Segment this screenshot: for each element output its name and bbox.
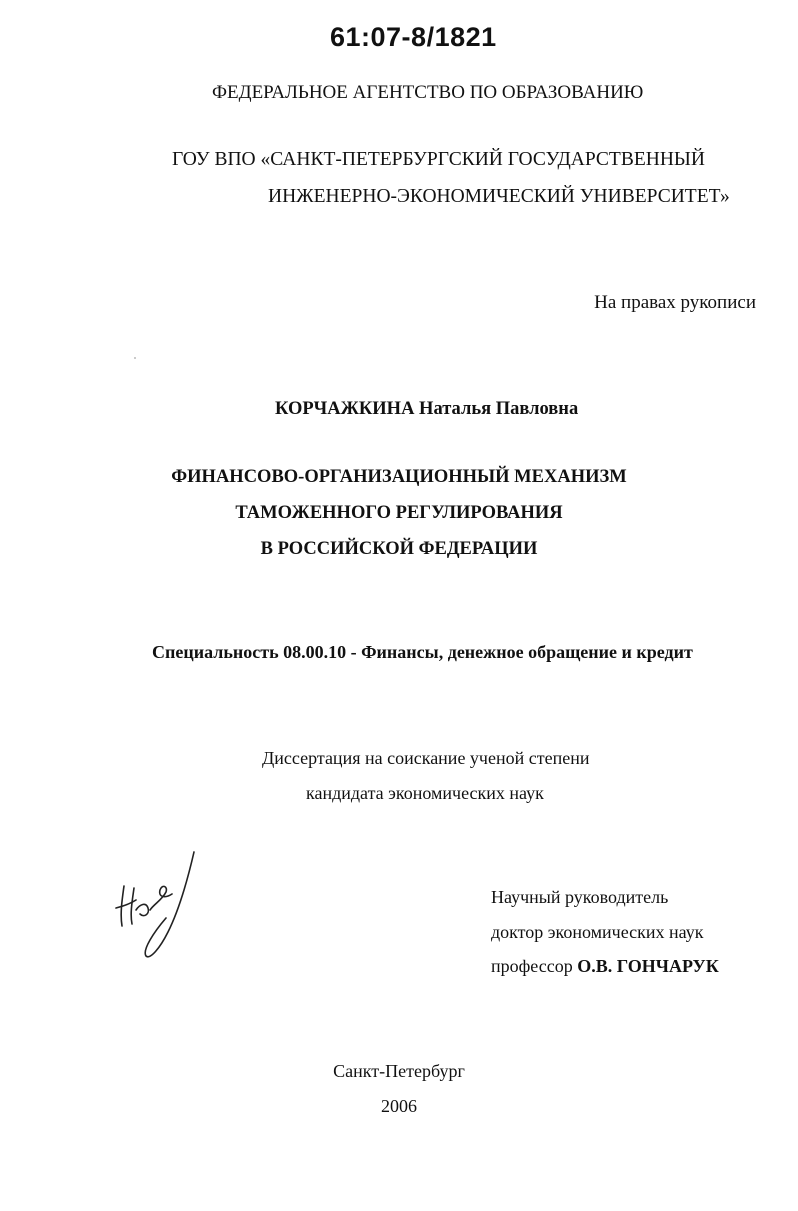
agency-name: ФЕДЕРАЛЬНОЕ АГЕНТСТВО ПО ОБРАЗОВАНИЮ [212,82,644,103]
supervisor-name: О.В. ГОНЧАРУК [577,956,719,976]
university-name-line2: ИНЖЕНЕРНО-ЭКОНОМИЧЕСКИЙ УНИВЕРСИТЕТ» [268,186,730,207]
thesis-title-line3: В РОССИЙСКОЙ ФЕДЕРАЦИИ [260,539,538,559]
dissertation-line2: кандидата экономических наук [306,783,544,803]
thesis-title-line2: ТАМОЖЕННОГО РЕГУЛИРОВАНИЯ [235,503,563,523]
supervisor-role: Научный руководитель [491,887,669,907]
supervisor-degree: доктор экономических наук [491,922,704,942]
thesis-title-line1: ФИНАНСОВО-ОРГАНИЗАЦИОННЫЙ МЕХАНИЗМ [171,467,627,487]
specialty-line: Специальность 08.00.10 - Финансы, денежное обращение и кредит [152,642,693,662]
author-name: КОРЧАЖКИНА Наталья Павловна [275,399,579,419]
city: Санкт-Петербург [333,1061,465,1081]
scan-speck [134,357,136,359]
supervisor-title-line [491,956,719,977]
supervisor-title: профессор [491,956,573,976]
year: 2006 [381,1096,417,1116]
manuscript-note: На правах рукописи [594,292,756,313]
university-name-line1: ГОУ ВПО «САНКТ-ПЕТЕРБУРГСКИЙ ГОСУДАРСТВЕННЫЙ [172,149,706,170]
handwritten-signature [110,848,205,963]
dissertation-line1: Диссертация на соискание ученой степени [262,748,590,768]
archive-stamp-number: 61:07-8/1821 [330,22,497,52]
